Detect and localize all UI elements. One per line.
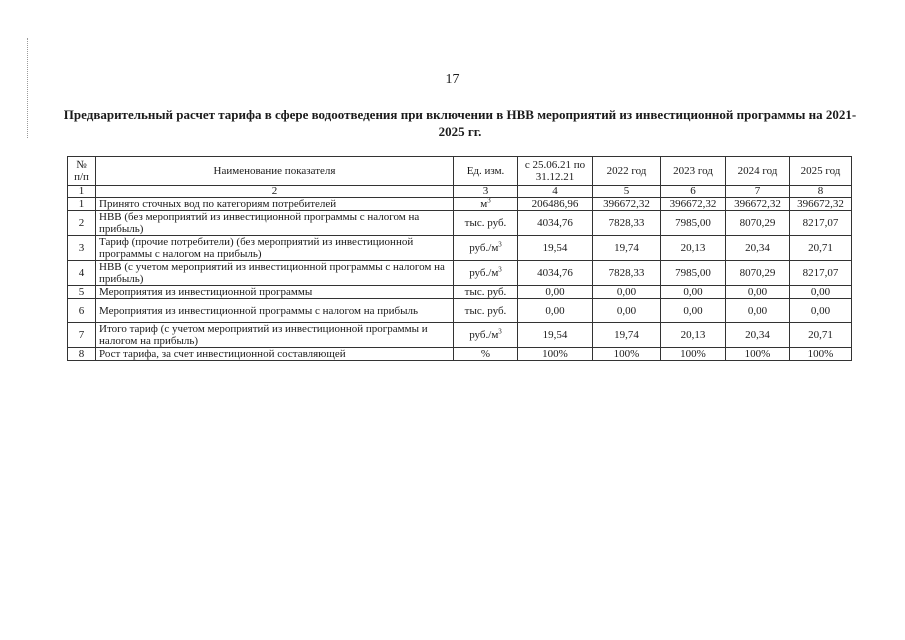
header-unit: Ед. изм. bbox=[454, 157, 518, 186]
unit-text: % bbox=[480, 348, 491, 360]
value-2025: 396672,32 bbox=[790, 198, 852, 211]
row-num: 7 bbox=[68, 323, 96, 348]
table-row bbox=[68, 211, 852, 236]
row-name: Мероприятия из инвестиционной программы с налогом на прибыль bbox=[96, 299, 454, 323]
value-period: 100% bbox=[518, 348, 593, 361]
row-num: 6 bbox=[68, 299, 96, 323]
row-num: 1 bbox=[68, 198, 96, 211]
table-row bbox=[68, 348, 852, 361]
row-name: НВВ (с учетом мероприятий из инвестиционной программы с налогом на прибыль) bbox=[96, 261, 454, 286]
unit-text: тыс. руб. bbox=[464, 217, 507, 229]
table-row bbox=[68, 261, 852, 286]
value-2023: 0,00 bbox=[661, 286, 726, 299]
row-unit bbox=[454, 198, 518, 211]
value-2024: 0,00 bbox=[726, 299, 790, 323]
row-num: 3 bbox=[68, 236, 96, 261]
column-number: 4 bbox=[518, 186, 593, 198]
header-num: № п/п bbox=[68, 157, 96, 186]
row-name: НВВ (без мероприятий из инвестиционной программы с налогом на прибыль) bbox=[96, 211, 454, 236]
column-number: 5 bbox=[593, 186, 661, 198]
value-2024: 396672,32 bbox=[726, 198, 790, 211]
header-period: с 25.06.21 по 31.12.21 bbox=[518, 157, 593, 186]
unit-superscript: 3 bbox=[498, 327, 502, 336]
value-2023: 7985,00 bbox=[661, 211, 726, 236]
table-row bbox=[68, 286, 852, 299]
value-2022: 19,74 bbox=[593, 236, 661, 261]
unit-superscript: 3 bbox=[498, 265, 502, 274]
value-2022: 100% bbox=[593, 348, 661, 361]
value-2024: 8070,29 bbox=[726, 211, 790, 236]
value-2022: 396672,32 bbox=[593, 198, 661, 211]
table-header-row bbox=[68, 157, 852, 186]
unit-text: руб./м bbox=[469, 329, 499, 341]
column-number: 6 bbox=[661, 186, 726, 198]
value-2025: 100% bbox=[790, 348, 852, 361]
column-number: 3 bbox=[454, 186, 518, 198]
value-2025: 20,71 bbox=[790, 236, 852, 261]
value-2023: 0,00 bbox=[661, 299, 726, 323]
row-name: Тариф (прочие потребители) (без мероприятий из инвестиционной программы с налогом на прибыль) bbox=[96, 236, 454, 261]
document-title: Предварительный расчет тарифа в сфере водоотведения при включении в НВВ мероприятий из инвестиционной программы на 2021-2025 гг. bbox=[63, 107, 857, 139]
value-2025: 8217,07 bbox=[790, 211, 852, 236]
row-name: Принято сточных вод по категориям потребителей bbox=[96, 198, 454, 211]
header-2022: 2022 год bbox=[593, 157, 661, 186]
value-2022: 0,00 bbox=[593, 299, 661, 323]
page-number: 17 bbox=[445, 72, 460, 87]
unit-text: м bbox=[480, 198, 488, 210]
value-period: 19,54 bbox=[518, 323, 593, 348]
value-2025: 0,00 bbox=[790, 286, 852, 299]
unit-superscript: 3 bbox=[487, 197, 491, 205]
table-row bbox=[68, 198, 852, 211]
row-name: Мероприятия из инвестиционной программы bbox=[96, 286, 454, 299]
value-2022: 7828,33 bbox=[593, 211, 661, 236]
value-2023: 7985,00 bbox=[661, 261, 726, 286]
margin-dotted-line bbox=[27, 38, 28, 138]
row-unit bbox=[454, 348, 518, 361]
unit-text: тыс. руб. bbox=[464, 304, 507, 317]
row-unit bbox=[454, 323, 518, 348]
unit-text: руб./м bbox=[469, 267, 499, 279]
value-period: 4034,76 bbox=[518, 211, 593, 236]
column-number: 7 bbox=[726, 186, 790, 198]
tariff-table bbox=[67, 156, 852, 361]
value-2022: 19,74 bbox=[593, 323, 661, 348]
unit-text: тыс. руб. bbox=[464, 286, 507, 298]
value-2024: 100% bbox=[726, 348, 790, 361]
row-unit bbox=[454, 236, 518, 261]
row-num: 2 bbox=[68, 211, 96, 236]
value-2025: 20,71 bbox=[790, 323, 852, 348]
row-num: 4 bbox=[68, 261, 96, 286]
row-name: Итого тариф (с учетом мероприятий из инвестиционной программы и налогом на прибыль) bbox=[96, 323, 454, 348]
value-2022: 7828,33 bbox=[593, 261, 661, 286]
value-2023: 20,13 bbox=[661, 323, 726, 348]
table-row bbox=[68, 323, 852, 348]
value-period: 0,00 bbox=[518, 299, 593, 323]
row-unit bbox=[454, 211, 518, 236]
row-num: 5 bbox=[68, 286, 96, 299]
column-number: 8 bbox=[790, 186, 852, 198]
value-2023: 396672,32 bbox=[661, 198, 726, 211]
value-2024: 20,34 bbox=[726, 323, 790, 348]
table-row bbox=[68, 236, 852, 261]
table-row bbox=[68, 299, 852, 323]
column-number: 1 bbox=[68, 186, 96, 198]
header-2024: 2024 год bbox=[726, 157, 790, 186]
value-2025: 8217,07 bbox=[790, 261, 852, 286]
row-unit bbox=[454, 261, 518, 286]
header-2023: 2023 год bbox=[661, 157, 726, 186]
value-2024: 8070,29 bbox=[726, 261, 790, 286]
value-2023: 100% bbox=[661, 348, 726, 361]
row-name: Рост тарифа, за счет инвестиционной составляющей bbox=[96, 348, 454, 361]
unit-text: руб./м bbox=[469, 242, 499, 254]
header-2025: 2025 год bbox=[790, 157, 852, 186]
value-2022: 0,00 bbox=[593, 286, 661, 299]
value-2023: 20,13 bbox=[661, 236, 726, 261]
unit-superscript: 3 bbox=[498, 240, 502, 249]
row-unit bbox=[454, 286, 518, 299]
row-num: 8 bbox=[68, 348, 96, 361]
value-2025: 0,00 bbox=[790, 299, 852, 323]
value-period: 206486,96 bbox=[518, 198, 593, 211]
header-name: Наименование показателя bbox=[96, 157, 454, 186]
column-number-row bbox=[68, 186, 852, 198]
column-number: 2 bbox=[96, 186, 454, 198]
row-unit bbox=[454, 299, 518, 323]
value-period: 19,54 bbox=[518, 236, 593, 261]
value-2024: 20,34 bbox=[726, 236, 790, 261]
value-2024: 0,00 bbox=[726, 286, 790, 299]
value-period: 4034,76 bbox=[518, 261, 593, 286]
value-period: 0,00 bbox=[518, 286, 593, 299]
